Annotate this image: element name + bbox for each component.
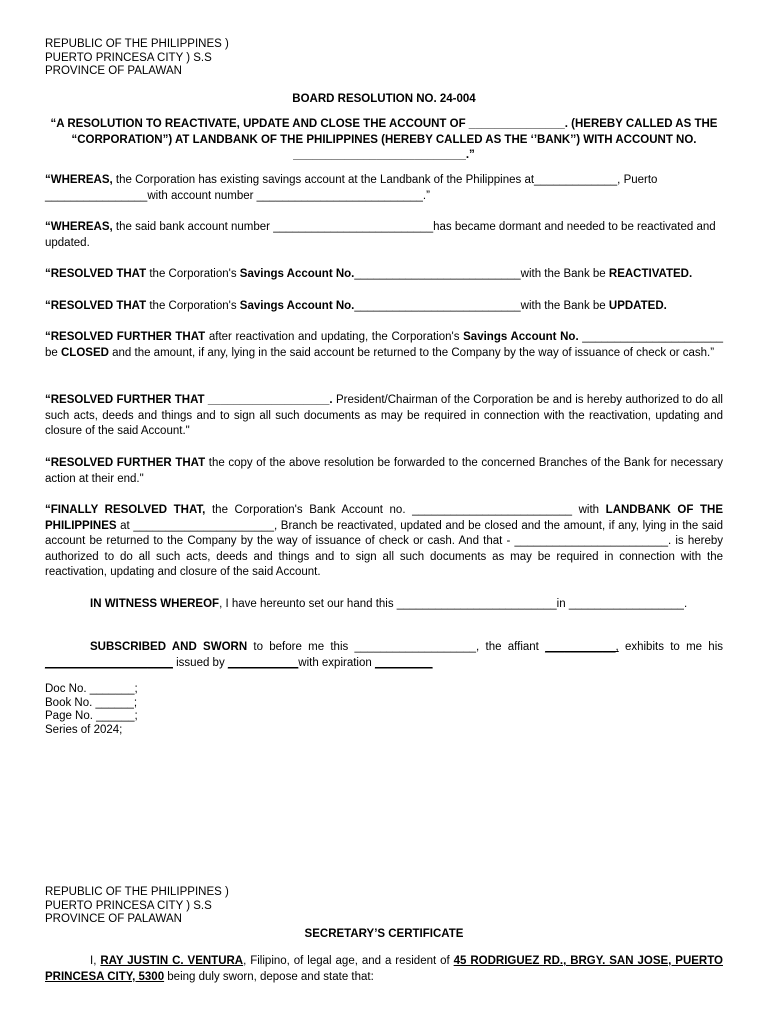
resolved-lead: “RESOLVED FURTHER THAT	[45, 331, 206, 343]
header-line-province: PROVINCE OF PALAWAN	[45, 913, 182, 925]
resolution-subtitle	[45, 117, 723, 164]
resolved-lead: “FINALLY RESOLVED THAT,	[45, 504, 206, 516]
subtitle-line-3: ___________________________.”	[293, 149, 475, 161]
affiant-blank: ___________,	[545, 641, 619, 653]
resolved-further-authorized	[45, 393, 723, 440]
intro-text: , Filipino, of legal age, and a resident of	[243, 955, 454, 967]
resolved-further-forward	[45, 456, 723, 487]
resolved-lead: “RESOLVED FURTHER THAT ___________________.	[45, 394, 333, 406]
whereas-paragraph-2	[45, 220, 723, 251]
issuer-blank: ___________	[227, 656, 299, 669]
subtitle-line-1: “A RESOLUTION TO REACTIVATE, UPDATE AND CLOSE THE ACCOUNT OF _______________. (HEREBY CALLED AS THE	[50, 118, 718, 130]
resolved-text: ______________________ be	[45, 331, 724, 359]
sworn-text: with expiration	[298, 656, 375, 669]
updated-label: UPDATED.	[608, 300, 667, 312]
witness-lead: IN WITNESS WHEREOF	[90, 598, 220, 610]
id-blank: ____________________	[45, 656, 173, 669]
resolved-lead: “RESOLVED FURTHER THAT	[45, 457, 206, 469]
finally-resolved-paragraph	[45, 503, 723, 581]
resolved-further-closed	[45, 330, 723, 361]
page-no: Page No. ______;	[45, 710, 138, 723]
resolved-text: __________________________with the Bank be	[354, 300, 609, 312]
secretary-address: 45 RODRIGUEZ RD., BRGY. SAN JOSE, PUERTO PRINCESA CITY, 5300	[45, 955, 723, 983]
whereas-text: the Corporation has existing savings account at the Landbank of the Philippines at_____________, Puerto ________________with account number __________________________.”	[45, 174, 658, 202]
expiration-blank: _________	[374, 656, 433, 669]
doc-no: Doc No. _______;	[45, 683, 138, 695]
certificate-intro	[45, 954, 723, 985]
resolved-text: __________________________with the Bank be	[354, 268, 609, 280]
resolution-title: BOARD RESOLUTION NO. 24-004	[292, 93, 476, 105]
savings-account-label: Savings Account No.	[239, 300, 355, 312]
reactivated-label: REACTIVATED.	[608, 268, 693, 280]
resolved-reactivated	[45, 267, 723, 283]
resolved-updated	[45, 299, 723, 315]
notarial-doc-info	[45, 683, 138, 737]
bank-name: LANDBANK OF THE PHILIPPINES	[45, 504, 724, 532]
sworn-text: to before me this ___________________, the affiant	[247, 641, 546, 653]
header-line-province: PROVINCE OF PALAWAN	[45, 65, 182, 77]
resolved-lead: “RESOLVED THAT	[45, 268, 147, 280]
certificate-title: SECRETARY’S CERTIFICATE	[304, 928, 464, 940]
resolved-text: the Corporation's Bank Account no. _________________________ with	[205, 504, 606, 516]
whereas-paragraph-1	[45, 173, 723, 204]
subtitle-line-2: “CORPORATION”) AT LANDBANK OF THE PHILIPPINES (HEREBY CALLED AS THE ‘’BANK’’) WITH ACCOUNT NO.	[71, 133, 697, 146]
intro-text: I,	[90, 955, 101, 967]
savings-account-label: Savings Account No.	[463, 331, 579, 343]
subscribed-sworn-paragraph	[45, 640, 723, 671]
resolution-header	[45, 38, 229, 79]
whereas-text: the said bank account number _________________________has became dormant and needed to be reactivated and updated.	[45, 221, 716, 249]
savings-account-label: Savings Account No.	[239, 268, 355, 280]
closed-label: CLOSED	[61, 346, 109, 359]
sworn-text: exhibits to me his	[618, 641, 724, 653]
sworn-text: issued by	[172, 656, 228, 669]
resolved-text: and the amount, if any, lying in the said account be returned to the Company by the way of issuance of check or cash.”	[108, 346, 715, 359]
sworn-lead: SUBSCRIBED AND SWORN	[90, 641, 248, 653]
header-line-republic: REPUBLIC OF THE PHILIPPINES )	[45, 886, 229, 898]
resolved-text: the Corporation's	[146, 268, 240, 280]
series-year: Series of 2024;	[45, 723, 123, 736]
certificate-header	[45, 886, 229, 927]
resolved-text: at ______________________, Branch be reactivated, updated and be closed and the amount, if any, lying in the said account be returned to the Company by the way of issuance of check or cash. And that - ________________________. is hereby authorized to do all such acts, deeds and things and to sign all such documents as may be required in connection with the reactivation, updating and closure of the said Account.	[45, 519, 723, 579]
header-line-city: PUERTO PRINCESA CITY ) S.S	[45, 899, 212, 912]
whereas-lead: “WHEREAS,	[45, 221, 113, 233]
resolved-text: the Corporation's	[146, 300, 240, 312]
witness-paragraph	[45, 597, 723, 613]
intro-text: being duly sworn, depose and state that:	[164, 970, 374, 983]
resolved-text: after reactivation and updating, the Corporation's	[205, 331, 464, 343]
whereas-lead: “WHEREAS,	[45, 174, 113, 186]
resolved-text: President/Chairman of the Corporation be and is hereby authorized to do all such acts, deeds and things and to sign all such documents as may be required in connection with the reactivation, updating and closure of the said Account."	[45, 394, 723, 438]
header-line-city: PUERTO PRINCESA CITY ) S.S	[45, 51, 212, 64]
secretary-name: RAY JUSTIN C. VENTURA	[100, 955, 244, 967]
resolved-text: the copy of the above resolution be forwarded to the concerned Branches of the Bank for necessary action at their end."	[45, 457, 723, 485]
book-no: Book No. ______;	[45, 696, 138, 709]
header-line-republic: REPUBLIC OF THE PHILIPPINES )	[45, 38, 229, 50]
witness-text: , I have hereunto set our hand this _________________________in __________________.	[219, 598, 688, 610]
resolved-lead: “RESOLVED THAT	[45, 300, 147, 312]
